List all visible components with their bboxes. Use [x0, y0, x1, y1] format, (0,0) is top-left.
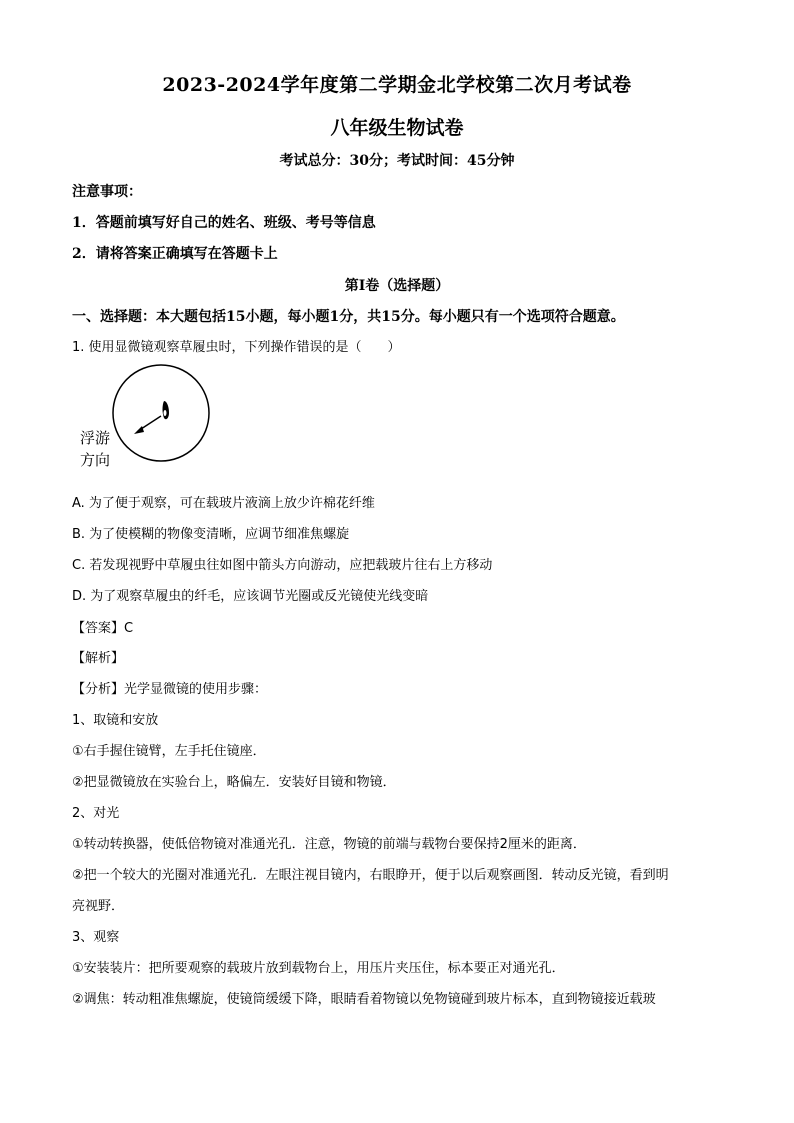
analysis-line: ①右手握住镜臂，左手托住镜座． [72, 744, 266, 759]
analysis-line: 亮视野． [72, 899, 125, 914]
option-a: A. 为了便于观察，可在载玻片液滴上放少许棉花纤维 [72, 496, 375, 511]
answer-value: C [124, 621, 134, 636]
field-of-view-circle [113, 365, 209, 461]
section-title: 第I卷（选择题） [344, 278, 450, 294]
note-item-1: 1．答题前填写好自己的姓名、班级、考号等信息 [72, 215, 376, 231]
analysis-line: 3、观察 [72, 930, 120, 945]
swim-direction-arrow-icon [134, 416, 161, 434]
exam-info: 考试总分：30分；考试时间：45分钟 [279, 153, 515, 169]
answer-line [72, 618, 722, 639]
analysis-line: ②调焦：转动粗准焦螺旋，使镜筒缓缓下降，眼睛看着物镜以免物镜碰到玻片标本，直到物镜接近载玻 [72, 992, 656, 1007]
paramecium-shape [163, 401, 170, 419]
analysis-line: 2、对光 [72, 806, 120, 821]
figure-label-line1: 浮游 [80, 429, 111, 447]
section-instruction: 一、选择题：本大题包括15小题，每小题1分，共15分。每小题只有一个选项符合题意。 [72, 309, 625, 325]
note-item-2: 2．请将答案正确填写在答题卡上 [72, 246, 278, 262]
analysis-line: ①转动转换器，使低倍物镜对准通光孔．注意，物镜的前端与载物台要保持2厘米的距离． [72, 837, 586, 852]
analysis-line: ①安装装片：把所要观察的载玻片放到载物台上，用压片夹压住，标本要正对通光孔． [72, 961, 565, 976]
notes-heading: 注意事项： [72, 184, 142, 200]
analysis-line: ②把一个较大的光圈对准通光孔．左眼注视目镜内，右眼睁开，便于以后观察画图．转动反光镜，看到明 [72, 868, 669, 883]
option-d: D. 为了观察草履虫的纤毛，应该调节光圈或反光镜使光线变暗 [72, 589, 429, 604]
answer-tag: 【答案】 [72, 621, 125, 636]
question-stem: 1. 使用显微镜观察草履虫时，下列操作错误的是（ ） [72, 340, 401, 355]
exam-subject: 八年级生物试卷 [330, 117, 464, 139]
analysis-line: ②把显微镜放在实验台上，略偏左．安装好目镜和物镜． [72, 775, 396, 790]
option-c: C. 若发现视野中草履虫往如图中箭头方向游动，应把载玻片往右上方移动 [72, 558, 493, 573]
exam-title: 2023-2024学年度第二学期金北学校第二次月考试卷 [162, 74, 632, 96]
analysis-line: 1、取镜和安放 [72, 713, 159, 728]
analysis-line: 【分析】光学显微镜的使用步骤： [72, 682, 268, 697]
figure-label-line2: 方向 [80, 451, 111, 469]
option-b: B. 为了使模糊的物像变清晰，应调节细准焦螺旋 [72, 527, 350, 542]
analysis-tag: 【解析】 [72, 651, 125, 666]
